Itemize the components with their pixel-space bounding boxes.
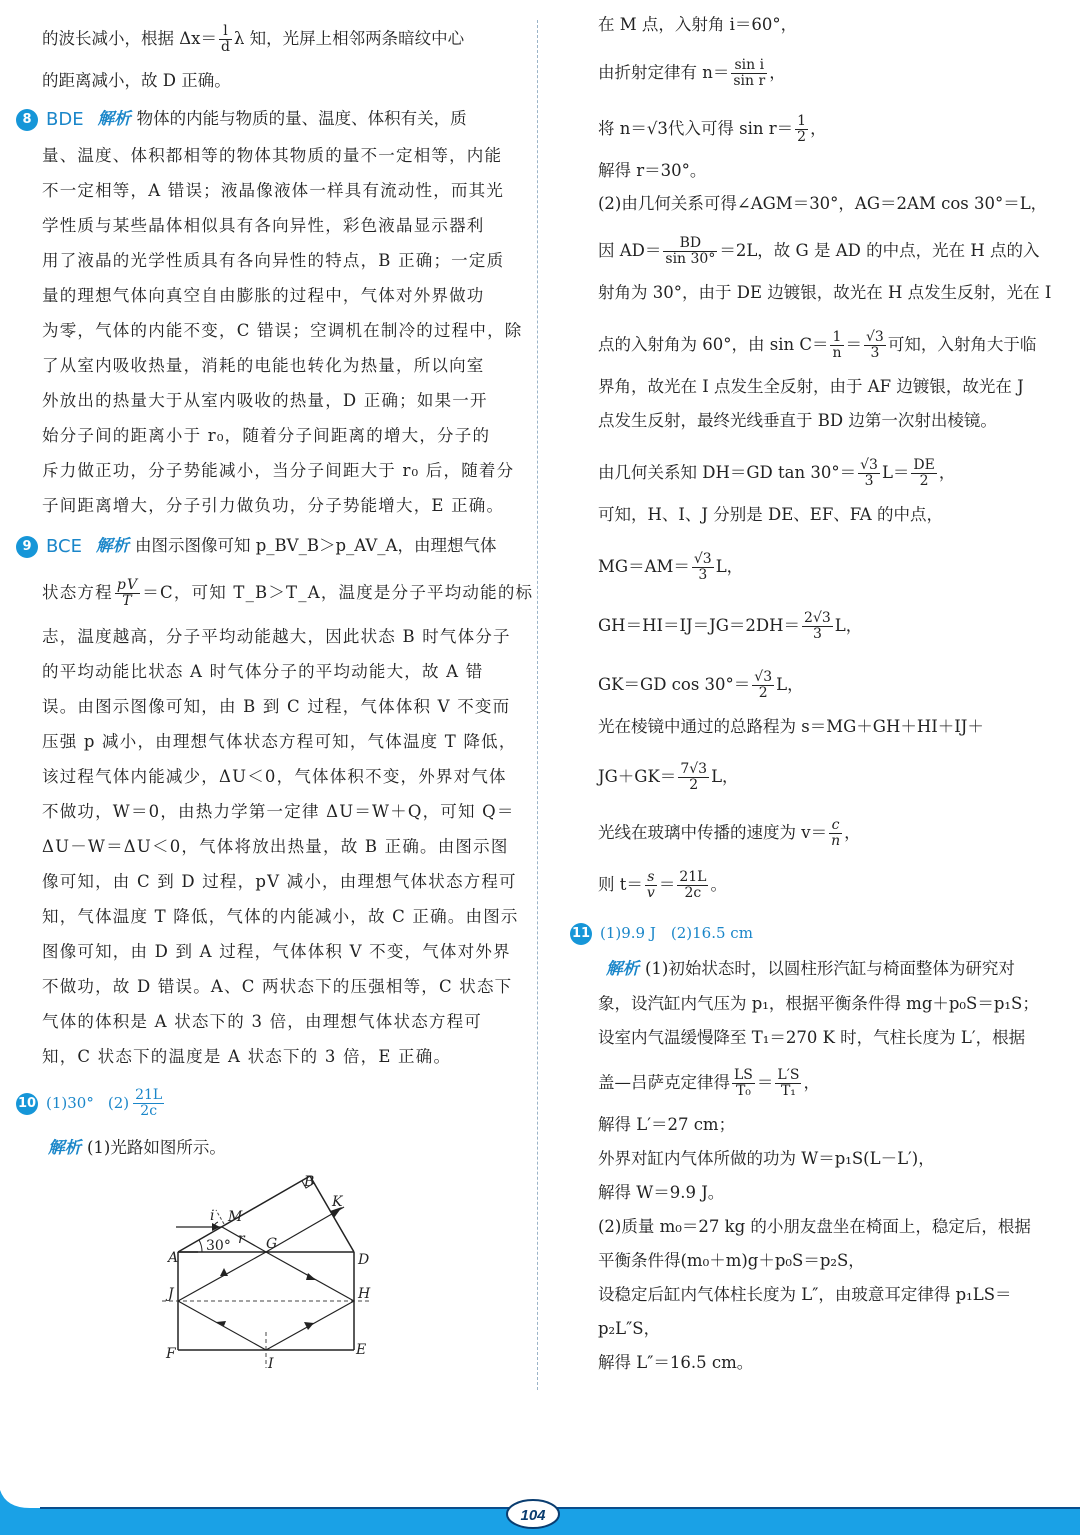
- label-i-point: I: [268, 1356, 274, 1372]
- label-k: K: [332, 1194, 343, 1210]
- label-b: B: [304, 1174, 315, 1190]
- answer: BCE: [46, 535, 82, 557]
- label-r: r: [238, 1231, 245, 1247]
- label-a: A: [168, 1250, 179, 1266]
- answer: (1)9.9 J (2)16.5 cm: [600, 924, 753, 942]
- text-line: 状态方程 $\frac{pV}{T}$ ＝C，可知 T_B＞T_A，温度是分子平均动能的标: [42, 577, 534, 609]
- answer-part-2: (2): [107, 1094, 130, 1112]
- text-line: 界角，故光在 I 点发生全反射，由于 AF 边镀银，故光在 J: [598, 377, 1024, 396]
- text-line: 在 M 点，入射角 i＝60°，: [598, 15, 798, 34]
- text-line: 不一定相等，A 错误；液晶像液体一样具有流动性，而其光: [42, 181, 505, 200]
- text-line: 解析 (1)初始状态时，以圆柱形汽缸与椅面整体为研究对: [606, 959, 1015, 978]
- text-line: 为零，气体的内能不变，C 错误；空调机在制冷的过程中，除: [42, 321, 523, 340]
- jiexi-label: 解析: [48, 1138, 81, 1157]
- text-line: 将 n＝√3代入可得 sin r＝ $\frac{1}{2}$ ，: [598, 113, 827, 145]
- text-line: 可知，H、I、J 分别是 DE、EF、FA 的中点，: [598, 505, 943, 524]
- text-line: 量的理想气体向真空自由膨胀的过程中，气体对外界做功: [42, 286, 485, 305]
- text-line: 外放出的热量大于从室内吸收的热量，D 正确；如果一开: [42, 391, 488, 410]
- text-line: (2)质量 m₀＝27 kg 的小朋友盘坐在椅面上，稳定后，根据: [598, 1217, 1031, 1236]
- text-line: 图像可知，由 D 到 A 过程，气体体积 V 不变，气体对外界: [42, 942, 511, 961]
- question-number-badge: 8: [16, 109, 38, 131]
- question-number-badge: 11: [570, 923, 592, 945]
- text-line: p₂L″S，: [598, 1319, 661, 1338]
- text-line: 的距离减小，故 D 正确。: [42, 71, 231, 90]
- page-footer: [0, 1490, 1080, 1535]
- text-line: 志，温度越高，分子平均动能越大，因此状态 B 时气体分子: [42, 627, 511, 646]
- label-d: D: [358, 1252, 370, 1268]
- text-line: 点的入射角为 60°，由 sin C＝ $\frac{1}{n}$ ＝ $\frac{√3}{3}$ 可知，入射角大于临: [598, 329, 1037, 361]
- text-line: 始分子间的距离小于 r₀，随着分子间距离的增大，分子的: [42, 426, 491, 445]
- text-line: 解得 L″＝16.5 cm。: [598, 1353, 754, 1372]
- text-line: JG＋GK＝ $\frac{7√3}{2}$ L，: [598, 761, 739, 793]
- text-line: 用了液晶的光学性质具有各向异性的特点，B 正确；一定质: [42, 251, 505, 270]
- text-line: 外界对缸内气体所做的功为 W＝p₁S(L－L′)，: [598, 1149, 935, 1168]
- text-line: 了从室内吸收热量，消耗的电能也转化为热量，所以向室: [42, 356, 485, 375]
- page-number: 104: [520, 1507, 546, 1524]
- text-line: 不做功，W＝0，由热力学第一定律 ΔU＝W＋Q，可知 Q＝: [42, 802, 515, 821]
- answer: BDE: [46, 108, 84, 130]
- text-line: 象，设汽缸内气压为 p₁，根据平衡条件得 mg＋p₀S＝p₁S；: [598, 994, 1039, 1013]
- text-line: 光线在玻璃中传播的速度为 v＝ $\frac{c}{n}$ ，: [598, 817, 861, 849]
- jiexi-label: 解析: [97, 109, 131, 128]
- text-line: 光在棱镜中通过的总路程为 s＝MG＋GH＋HI＋IJ＋: [598, 717, 984, 736]
- text-line: ΔU－W＝ΔU＜0，气体将放出热量，故 B 正确。由图示图: [42, 837, 509, 856]
- text-line: 知，C 状态下的温度是 A 状态下的 3 倍，E 正确。: [42, 1047, 452, 1066]
- column-divider: [537, 20, 538, 1390]
- text-line: 子间距离增大，分子引力做负功，分子势能增大，E 正确。: [42, 496, 505, 515]
- label-f: F: [166, 1346, 176, 1362]
- text-line: 量、温度、体积都相等的物体其物质的量不一定相等，内能: [42, 146, 503, 165]
- label-angle: 30°: [206, 1238, 231, 1254]
- text-line: 平衡条件得(m₀＋m)g＋p₀S＝p₂S，: [598, 1251, 865, 1270]
- text-line: 盖—吕萨克定律得 $\frac{LS}{\text{T₀}}$ ＝ $\frac{L'S}{\text{T₁}}$ ，: [598, 1067, 820, 1099]
- text-line: 解得 L′＝27 cm；: [598, 1115, 736, 1134]
- question-number-badge: 10: [16, 1093, 38, 1115]
- label-m: M: [228, 1209, 243, 1225]
- text-line: 射角为 30°，由于 DE 边镀银，故光在 H 点发生反射，光在 I: [598, 283, 1052, 302]
- jiexi-label: 解析: [95, 536, 129, 555]
- text-line: MG＝AM＝ $\frac{√3}{3}$ L，: [598, 551, 744, 583]
- text-line: 的平均动能比状态 A 时气体分子的平均动能大，故 A 错: [42, 662, 484, 681]
- text-line: 则 t＝ $\frac{s}{v}$ ＝ $\frac{21L}{2c}$ 。: [598, 869, 727, 901]
- prism-light-path-diagram: [158, 1172, 371, 1372]
- label-e: E: [356, 1342, 367, 1358]
- text-line: GK＝GD cos 30°＝ $\frac{√3}{2}$ L，: [598, 669, 804, 701]
- text-line: 学性质与某些晶体相似具有各向异性，彩色液晶显示器利: [42, 216, 485, 235]
- text-line: 像可知，由 C 到 D 过程，pV 减小，由理想气体状态方程可: [42, 872, 517, 891]
- text-line: 设稳定后缸内气体柱长度为 L″，由玻意耳定律得 p₁LS＝: [598, 1285, 1012, 1304]
- label-g: G: [266, 1236, 278, 1252]
- label-i: i: [210, 1208, 215, 1224]
- text-line: GH＝HI＝IJ＝JG＝2DH＝ $\frac{2√3}{3}$ L，: [598, 610, 863, 642]
- label-h: H: [358, 1286, 371, 1302]
- jiexi-label: 解析: [606, 959, 639, 978]
- text-line: 解得 W＝9.9 J。: [598, 1183, 725, 1202]
- question-8-header: 8 BDE 解析 物体的内能与物质的量、温度、体积有关，质: [16, 108, 467, 131]
- question-10-header: 10 (1)30° (2) $\frac{21L}{2c}$: [17, 1087, 163, 1119]
- text-line: 知，气体温度 T 降低，气体的内能减小，故 C 正确。由图示: [42, 907, 519, 926]
- question-11-header: [570, 922, 767, 945]
- text-line: 因 AD＝ $\frac{BD}{\sin 30^\circ}$ ＝2L，故 G 是 AD 的中点，光在 H 点的入: [598, 235, 1040, 267]
- text-line: 由几何关系知 DH＝GD tan 30°＝ $\frac{√3}{3}$ L＝ $\frac{DE}{2}$ ，: [598, 457, 956, 489]
- label-j: J: [168, 1286, 174, 1302]
- text-line: (2)由几何关系可得∠AGM＝30°，AG＝2AM cos 30°＝L，: [598, 194, 1048, 213]
- text-line: 的波长减小，根据 Δx＝ $\frac{l}{d}$ λ 知，光屏上相邻两条暗纹中心: [42, 23, 465, 55]
- text-line: 由折射定律有 n＝ $\frac{\text{sin i}}{\text{sin r}}$ ，: [598, 57, 786, 89]
- text-line: 斥力做正功，分子势能减小，当分子间距大于 r₀ 后，随着分: [42, 461, 515, 480]
- text-line: 点发生反射，最终光线垂直于 BD 边第一次射出棱镜。: [598, 411, 997, 430]
- question-9-header: 9 BCE 解析 由图示图像可知 p_BV_B＞p_AV_A，由理想气体: [16, 535, 496, 558]
- text-line: 解得 r＝30°。: [598, 161, 707, 180]
- text-line: 压强 p 减小，由理想气体状态方程可知，气体温度 T 降低，: [42, 732, 517, 751]
- answer-part-1: (1)30°: [46, 1094, 94, 1112]
- text-line: 该过程气体内能减少，ΔU＜0，气体体积不变，外界对气体: [42, 767, 507, 786]
- text-line: 气体的体积是 A 状态下的 3 倍，由理想气体状态方程可: [42, 1012, 482, 1031]
- question-number-badge: 9: [16, 536, 38, 558]
- text-line: 解析 (1)光路如图所示。: [48, 1138, 226, 1157]
- text-line: 误。由图示图像可知，由 B 到 C 过程，气体体积 V 不变而: [42, 697, 511, 716]
- text-line: 不做功，故 D 错误。A、C 两状态下的压强相等，C 状态下: [42, 977, 513, 996]
- text-line: 设室内气温缓慢降至 T₁＝270 K 时，气柱长度为 L′，根据: [598, 1028, 1026, 1047]
